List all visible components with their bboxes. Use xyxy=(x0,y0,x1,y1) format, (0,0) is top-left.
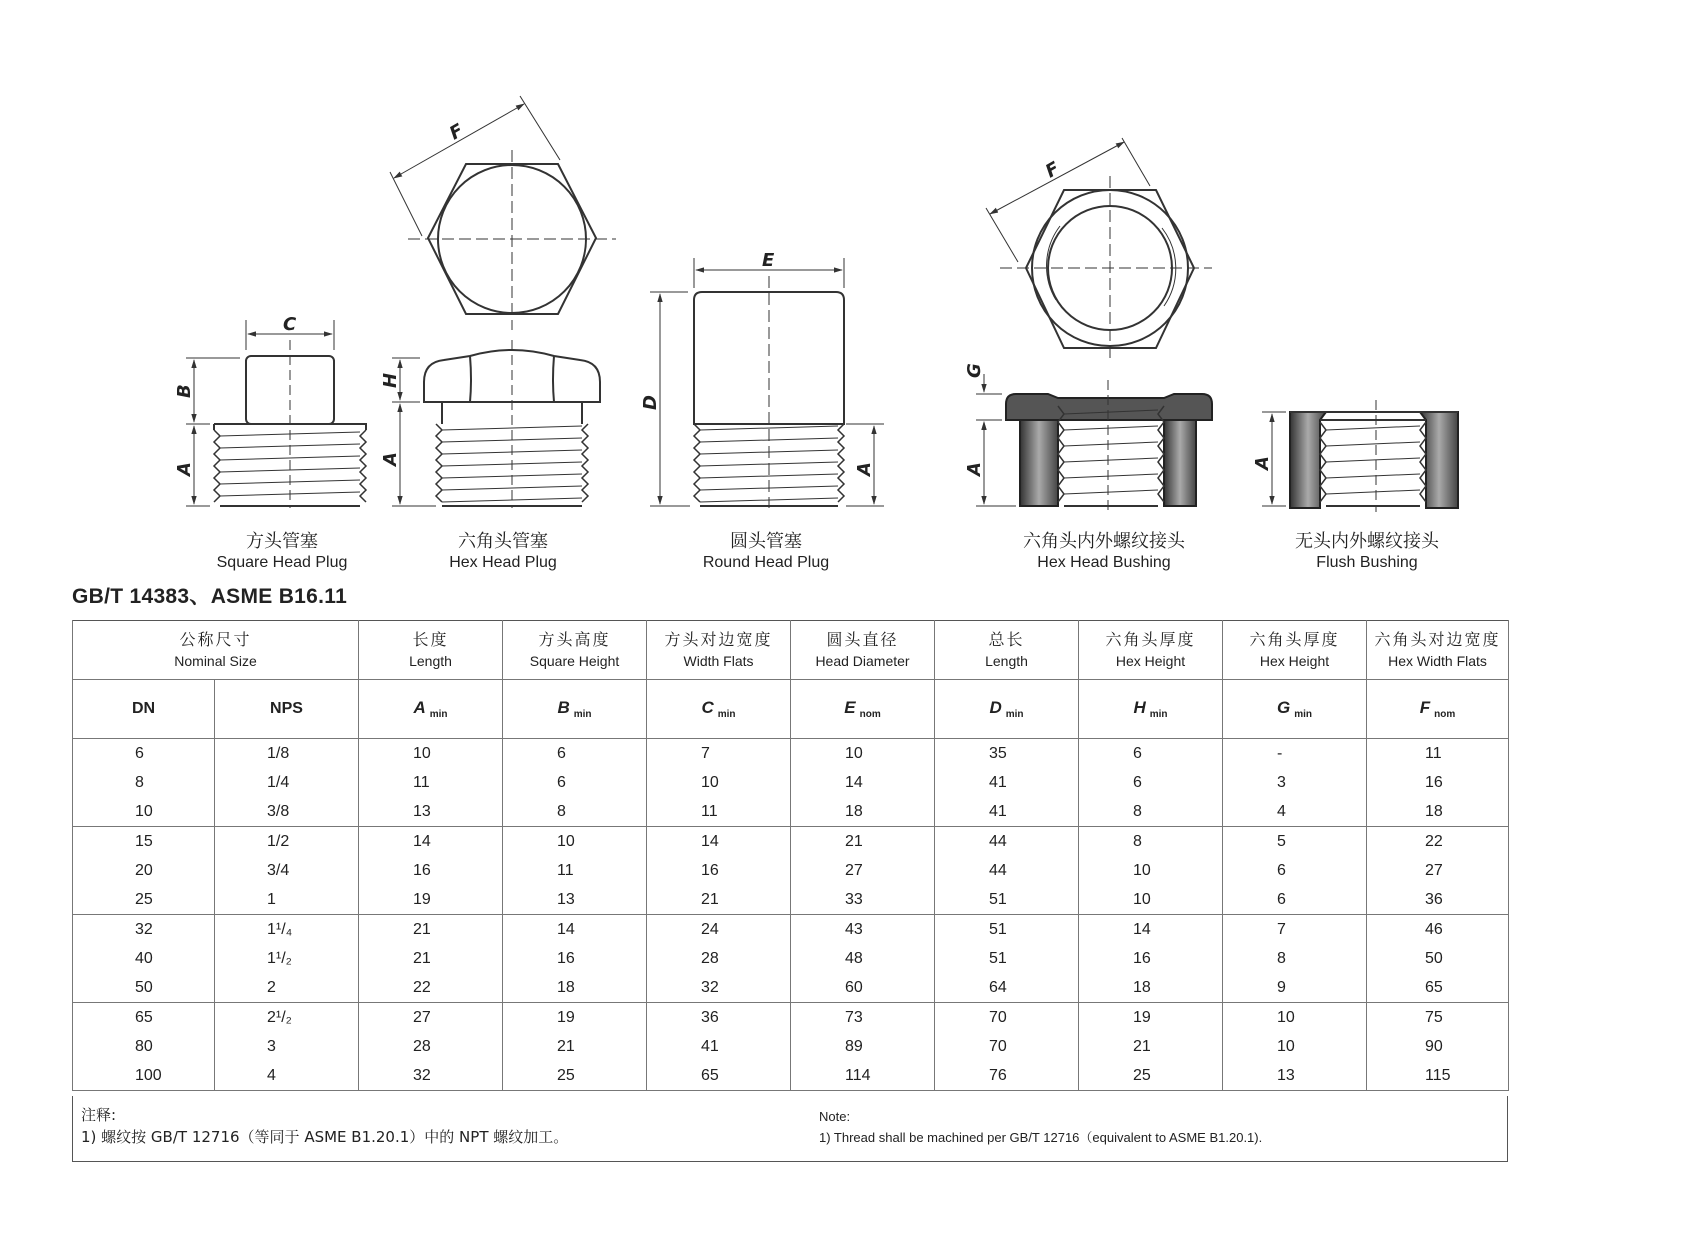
dim-label-e: E xyxy=(762,250,775,271)
fitting-drawings xyxy=(0,0,1684,590)
table-cell: 11 xyxy=(647,797,791,827)
table-cell: 16 xyxy=(1079,944,1223,973)
table-cell: 1¹/₄ xyxy=(215,915,359,945)
table-cell: 24 xyxy=(647,915,791,945)
dim-label-a: A xyxy=(1252,456,1273,470)
dim-label-c: C xyxy=(283,314,297,335)
table-cell: 5 xyxy=(1223,827,1367,857)
table-cell: 60 xyxy=(791,973,935,1003)
symbol-f: F $_{nom}$ xyxy=(1367,680,1509,739)
table-cell: 25 xyxy=(1079,1061,1223,1091)
dim-label-h: H xyxy=(380,372,401,388)
table-row xyxy=(73,797,1509,827)
caption-hex-head-plug: 六角头管塞 Hex Head Plug xyxy=(449,531,557,571)
table-cell: 6 xyxy=(73,739,215,769)
table-cell: 10 xyxy=(1079,856,1223,885)
table-cell: 65 xyxy=(73,1003,215,1033)
table-cell: 73 xyxy=(791,1003,935,1033)
table-cell: 11 xyxy=(359,768,503,797)
header-width-flats: 方头对边宽度 Width Flats xyxy=(647,621,791,680)
notes-box xyxy=(72,1096,1508,1162)
table-cell: 14 xyxy=(647,827,791,857)
table-cell: 19 xyxy=(503,1003,647,1033)
table-cell: 14 xyxy=(359,827,503,857)
caption-round-head-plug: 圆头管塞 Round Head Plug xyxy=(702,531,830,571)
table-cell: 14 xyxy=(791,768,935,797)
table-cell: 16 xyxy=(647,856,791,885)
table-cell: 41 xyxy=(647,1032,791,1061)
table-cell: 27 xyxy=(1367,856,1509,885)
table-cell: 1¹/₂ xyxy=(215,944,359,973)
table-cell: 21 xyxy=(503,1032,647,1061)
table-cell: 16 xyxy=(1367,768,1509,797)
table-cell: 6 xyxy=(503,739,647,769)
table-cell: 76 xyxy=(935,1061,1079,1091)
header-total-length: 总长 Length xyxy=(935,621,1079,680)
table-cell: 10 xyxy=(1223,1003,1367,1033)
table-cell: 48 xyxy=(791,944,935,973)
table-cell: 22 xyxy=(1367,827,1509,857)
table-cell: 35 xyxy=(935,739,1079,769)
table-cell: 11 xyxy=(503,856,647,885)
table-cell: 2 xyxy=(215,973,359,1003)
table-cell: 13 xyxy=(503,885,647,915)
table-cell: 28 xyxy=(647,944,791,973)
header-row-names xyxy=(73,621,1509,680)
table-cell: 41 xyxy=(935,797,1079,827)
symbol-d: D $_{min}$ xyxy=(935,680,1079,739)
table-cell: 115 xyxy=(1367,1061,1509,1091)
hex-head-plug-drawing xyxy=(390,96,616,508)
table-cell: 10 xyxy=(1079,885,1223,915)
table-cell: 36 xyxy=(647,1003,791,1033)
table-cell: 114 xyxy=(791,1061,935,1091)
table-cell: 27 xyxy=(791,856,935,885)
table-cell: 44 xyxy=(935,827,1079,857)
table-cell: 51 xyxy=(935,944,1079,973)
dim-label-g: G xyxy=(964,363,985,378)
table-row xyxy=(73,885,1509,915)
symbol-g: G $_{min}$ xyxy=(1223,680,1367,739)
table-cell: 10 xyxy=(1223,1032,1367,1061)
table-cell: 25 xyxy=(73,885,215,915)
symbol-h: H $_{min}$ xyxy=(1079,680,1223,739)
table-cell: 8 xyxy=(1223,944,1367,973)
table-cell: 3/8 xyxy=(215,797,359,827)
caption-square-head-plug: 方头管塞 Square Head Plug xyxy=(216,531,348,571)
table-cell: 18 xyxy=(1367,797,1509,827)
table-cell: 20 xyxy=(73,856,215,885)
dim-label-a: A xyxy=(854,462,875,476)
table-cell: 64 xyxy=(935,973,1079,1003)
square-head-plug-drawing xyxy=(186,320,366,508)
table-row xyxy=(73,1003,1509,1033)
symbol-c: C $_{min}$ xyxy=(647,680,791,739)
table-cell: 18 xyxy=(1079,973,1223,1003)
table-cell: 16 xyxy=(359,856,503,885)
note-chinese: 注释: 1) 螺纹按 GB/T 12716（等同于 ASME B1.20.1）中的 NPT 螺纹加工。 xyxy=(81,1106,569,1146)
table-cell: 21 xyxy=(791,827,935,857)
dim-label-f: F xyxy=(1042,157,1064,183)
table-cell: 10 xyxy=(73,797,215,827)
table-cell: 65 xyxy=(1367,973,1509,1003)
table-cell: 6 xyxy=(1223,885,1367,915)
caption-hex-head-bushing: 六角头内外螺纹接头 Hex Head Bushing xyxy=(1023,531,1185,571)
table-cell: 70 xyxy=(935,1003,1079,1033)
table-cell: 13 xyxy=(1223,1061,1367,1091)
table-cell: 6 xyxy=(1079,739,1223,769)
dim-label-b: B xyxy=(174,384,195,398)
header-nps: NPS xyxy=(215,680,359,739)
header-hex-height-h: 六角头厚度 Hex Height xyxy=(1079,621,1223,680)
header-hex-width-flats: 六角头对边宽度 Hex Width Flats xyxy=(1367,621,1509,680)
table-cell: 65 xyxy=(647,1061,791,1091)
table-cell: 25 xyxy=(503,1061,647,1091)
table-cell: 75 xyxy=(1367,1003,1509,1033)
table-cell: 21 xyxy=(1079,1032,1223,1061)
table-cell: 43 xyxy=(791,915,935,945)
header-head-diameter: 圆头直径 Head Diameter xyxy=(791,621,935,680)
table-cell: 21 xyxy=(647,885,791,915)
table-cell: 1/2 xyxy=(215,827,359,857)
table-cell: 2¹/₂ xyxy=(215,1003,359,1033)
table-cell: 90 xyxy=(1367,1032,1509,1061)
table-row xyxy=(73,856,1509,885)
table-cell: 9 xyxy=(1223,973,1367,1003)
dim-label-a: A xyxy=(174,462,195,476)
table-cell: 14 xyxy=(503,915,647,945)
caption-flush-bushing: 无头内外螺纹接头 Flush Bushing xyxy=(1295,531,1439,571)
dim-label-a: A xyxy=(380,452,401,466)
standard-title: GB/T 14383、ASME B16.11 xyxy=(72,585,348,608)
table-row xyxy=(73,768,1509,797)
header-row-symbols xyxy=(73,680,1509,739)
table-cell: 89 xyxy=(791,1032,935,1061)
table-cell: 33 xyxy=(791,885,935,915)
table-cell: 4 xyxy=(215,1061,359,1091)
table-cell: 8 xyxy=(503,797,647,827)
table-cell: 10 xyxy=(359,739,503,769)
table-cell: 51 xyxy=(935,915,1079,945)
table-row xyxy=(73,944,1509,973)
table-cell: 3 xyxy=(215,1032,359,1061)
table-cell: 40 xyxy=(73,944,215,973)
table-cell: 21 xyxy=(359,944,503,973)
table-cell: 51 xyxy=(935,885,1079,915)
table-cell: 4 xyxy=(1223,797,1367,827)
dim-label-a: A xyxy=(964,462,985,476)
table-row xyxy=(73,739,1509,769)
table-cell: 41 xyxy=(935,768,1079,797)
table-cell: 19 xyxy=(1079,1003,1223,1033)
round-head-plug-drawing xyxy=(650,258,884,508)
table-cell: 10 xyxy=(647,768,791,797)
table-cell: 3 xyxy=(1223,768,1367,797)
table-cell: - xyxy=(1223,739,1367,769)
dim-label-f: F xyxy=(446,119,468,145)
table-cell: 32 xyxy=(359,1061,503,1091)
table-cell: 8 xyxy=(1079,827,1223,857)
dim-label-d: D xyxy=(640,395,661,410)
table-row xyxy=(73,973,1509,1003)
table-cell: 3/4 xyxy=(215,856,359,885)
table-cell: 18 xyxy=(503,973,647,1003)
table-cell: 22 xyxy=(359,973,503,1003)
table-row xyxy=(73,1032,1509,1061)
table-cell: 18 xyxy=(791,797,935,827)
symbol-a: A $_{min}$ xyxy=(359,680,503,739)
table-cell: 36 xyxy=(1367,885,1509,915)
table-cell: 50 xyxy=(73,973,215,1003)
note-english: Note: 1) Thread shall be machined per GB/T 12716（equivalent to ASME B1.20.1). xyxy=(819,1109,1263,1145)
table-cell: 46 xyxy=(1367,915,1509,945)
table-cell: 14 xyxy=(1079,915,1223,945)
header-hex-height-g: 六角头厚度 Hex Height xyxy=(1223,621,1367,680)
table-row xyxy=(73,915,1509,945)
table-cell: 1/4 xyxy=(215,768,359,797)
table-cell: 7 xyxy=(647,739,791,769)
flush-bushing-drawing xyxy=(1262,400,1458,512)
symbol-e: E $_{nom}$ xyxy=(791,680,935,739)
header-square-height: 方头高度 Square Height xyxy=(503,621,647,680)
table-cell: 11 xyxy=(1367,739,1509,769)
table-cell: 8 xyxy=(1079,797,1223,827)
table-cell: 50 xyxy=(1367,944,1509,973)
header-nominal-size: 公称尺寸 Nominal Size xyxy=(73,621,359,680)
table-cell: 44 xyxy=(935,856,1079,885)
symbol-b: B $_{min}$ xyxy=(503,680,647,739)
table-row xyxy=(73,827,1509,857)
table-cell: 8 xyxy=(73,768,215,797)
table-cell: 10 xyxy=(791,739,935,769)
table-row xyxy=(73,1061,1509,1091)
table-cell: 6 xyxy=(503,768,647,797)
table-cell: 21 xyxy=(359,915,503,945)
table-cell: 100 xyxy=(73,1061,215,1091)
table-cell: 6 xyxy=(1079,768,1223,797)
table-cell: 15 xyxy=(73,827,215,857)
header-length: 长度 Length xyxy=(359,621,503,680)
table-cell: 6 xyxy=(1223,856,1367,885)
table-cell: 1 xyxy=(215,885,359,915)
table-cell: 28 xyxy=(359,1032,503,1061)
table-cell: 7 xyxy=(1223,915,1367,945)
table-cell: 32 xyxy=(73,915,215,945)
header-dn: DN xyxy=(73,680,215,739)
table-cell: 27 xyxy=(359,1003,503,1033)
table-cell: 1/8 xyxy=(215,739,359,769)
table-cell: 10 xyxy=(503,827,647,857)
table-cell: 32 xyxy=(647,973,791,1003)
table-cell: 19 xyxy=(359,885,503,915)
table-cell: 13 xyxy=(359,797,503,827)
dimension-table xyxy=(72,620,1509,1091)
table-cell: 70 xyxy=(935,1032,1079,1061)
table-cell: 16 xyxy=(503,944,647,973)
table-cell: 80 xyxy=(73,1032,215,1061)
hex-head-bushing-drawing xyxy=(976,138,1212,510)
